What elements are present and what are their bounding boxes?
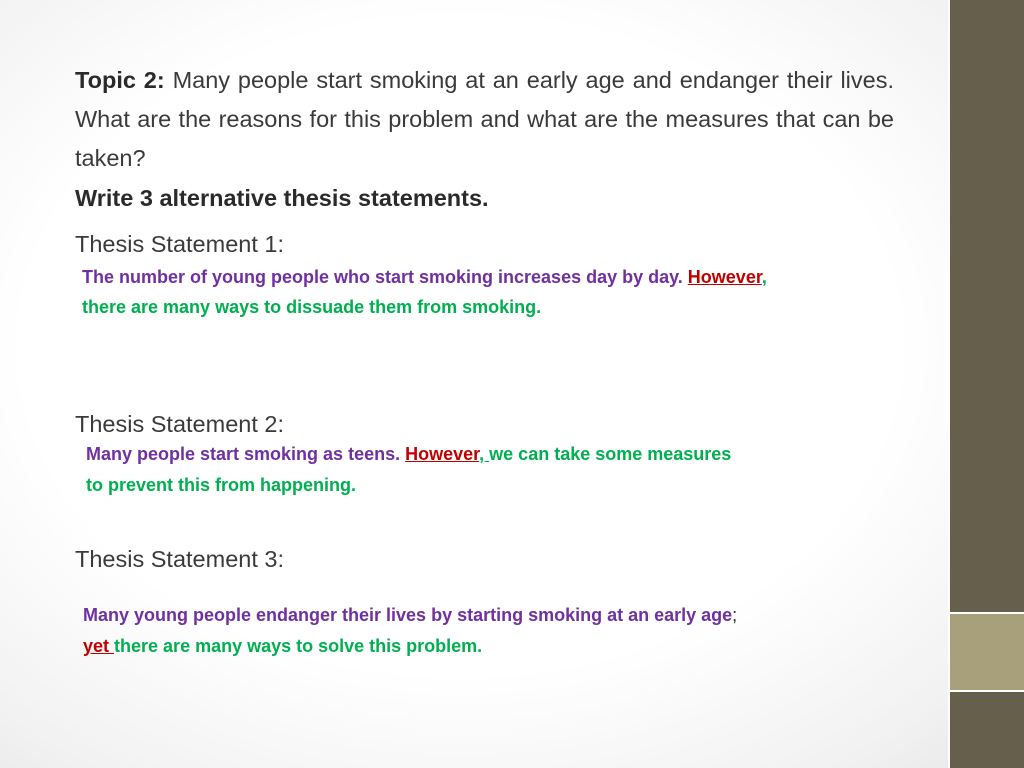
sidebar-accent-line-bottom [950,690,1024,692]
thesis-1-line-2: there are many ways to dissuade them from smoking. [82,297,542,317]
topic-paragraph [75,61,894,178]
thesis-2-connector: However [405,444,480,464]
thesis-3-line-2 [83,631,482,662]
instruction-text: Write 3 alternative thesis statements. [75,185,489,211]
thesis-2-heading: Thesis Statement 2: [75,411,284,437]
thesis-2-line-1 [86,439,731,470]
topic-text: Many people start smoking at an early age and endanger their lives. What are the reasons for this problem and what are the measures that can be taken? [75,67,894,171]
thesis-2-comma: , [479,444,490,464]
thesis-1-purple-text: The number of young people who start smoking increases day by day. [82,267,688,287]
thesis-3-heading: Thesis Statement 3: [75,546,284,572]
sidebar-accent-line-top [950,612,1024,614]
sidebar-accent-block [950,614,1024,690]
thesis-2-green-text: we can take some measures [489,444,732,464]
thesis-1-comma: , [761,267,767,287]
thesis-2-purple-text: Many people start smoking as teens. [86,444,406,464]
thesis-1-line-1 [82,262,767,293]
thesis-3-green-text: there are many ways to solve this problem. [114,636,483,656]
topic-label: Topic 2: [75,67,165,93]
thesis-1-heading: Thesis Statement 1: [75,231,284,257]
thesis-3-connector: yet [83,636,115,656]
thesis-3-line-1 [83,600,737,631]
thesis-3-semicolon: ; [732,605,738,625]
thesis-3-purple-text: Many young people endanger their lives by starting smoking at an early age [83,605,733,625]
decorative-sidebar [948,0,1024,768]
thesis-2-line-2: to prevent this from happening. [86,475,357,495]
thesis-1-connector: However [687,267,762,287]
